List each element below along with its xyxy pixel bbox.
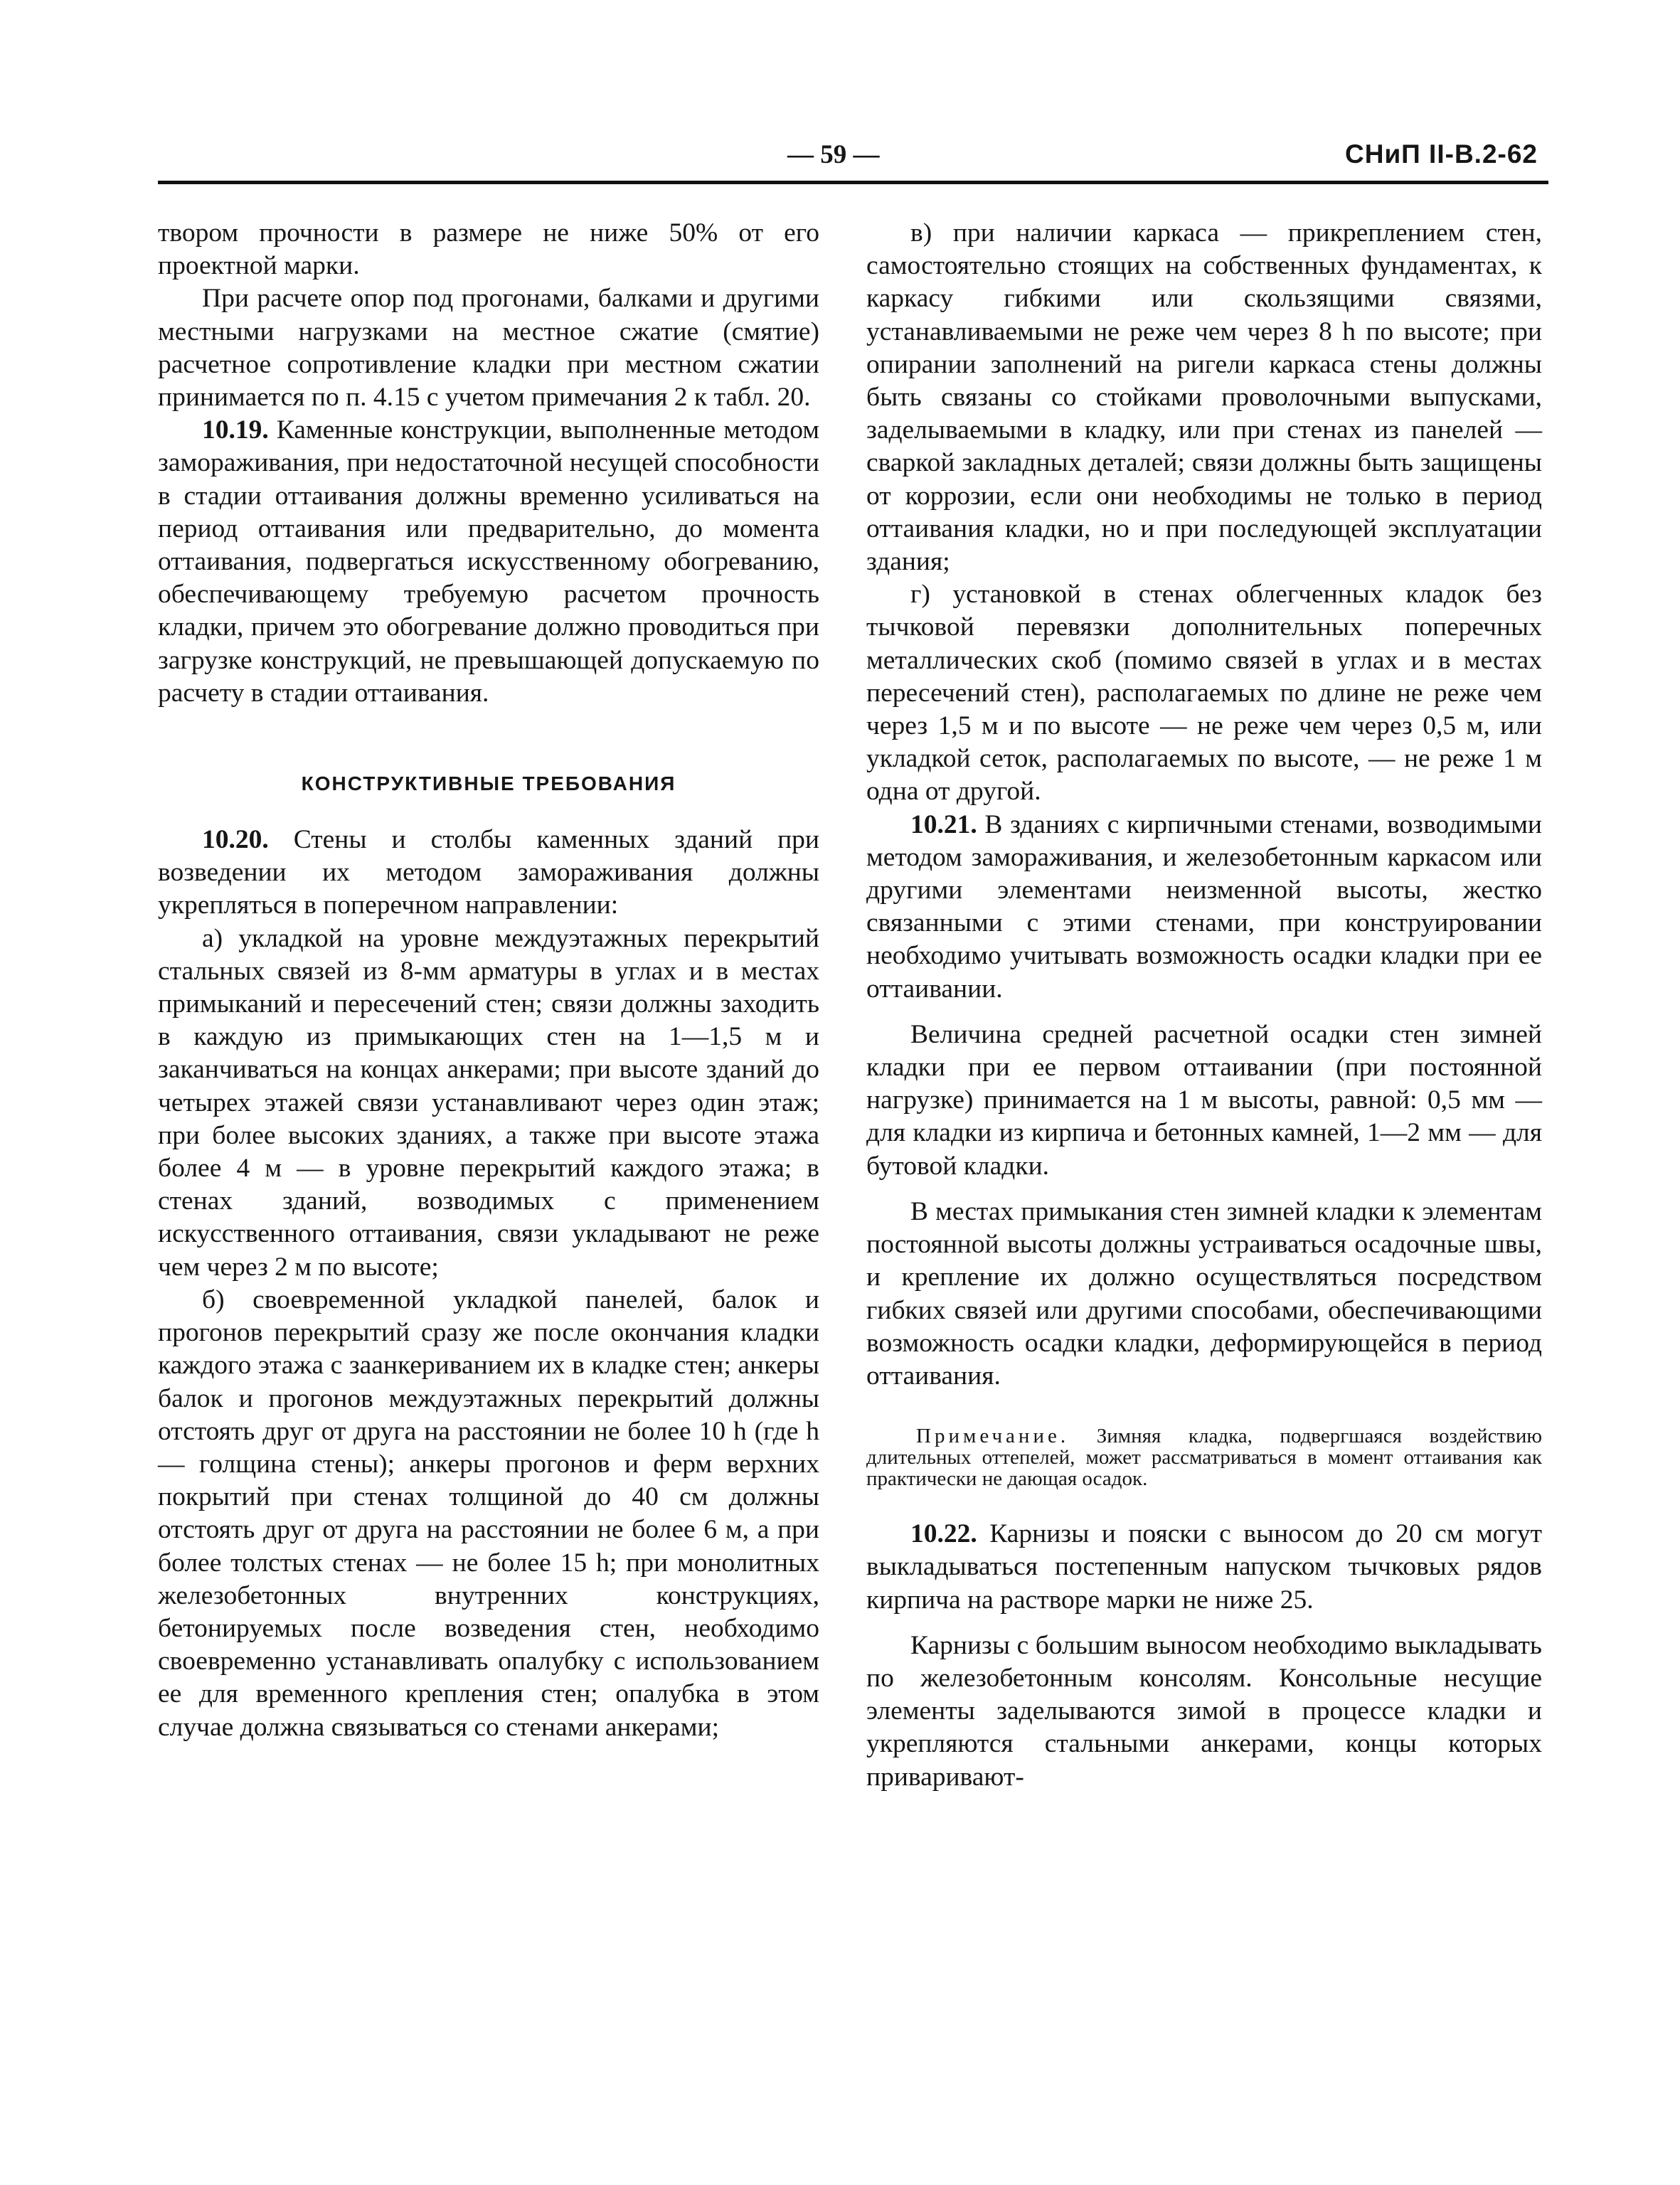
list-item-v: в) при наличии каркаса — прикреплением стен, самостоятельно стоящих на собственных фундаментах, к каркасу гибкими или скользящими связями, устанавливаемыми не реже чем через 8 h по высоте; при опирании заполнений на ригели каркаса стены должны быть связаны со стойками проволочными выпусками, заделываемыми в кладку, или при стенах из панелей — сваркой закладных деталей; связи должны быть защищены от коррозии, если они необходимы не только в период оттаивания кладки, но и при последующей эксплуатации здания;: [866, 218, 1542, 577]
paragraph-10-21: [866, 809, 1542, 1006]
note: [866, 1425, 1542, 1489]
clause-number: 10.20.: [202, 825, 269, 855]
list-item-b: б) своевременной укладкой панелей, балок и прогонов перекрытий сразу же после окончания кладки каждого этажа с заанкериванием их в кладке стен; анкеры балок и прогонов междуэтажных перекрытий должны отстоять друг от друга на расстоянии не более 10 h (где h — голщина стены); анкеры прогонов и ферм верхних покрытий при стенах толщиной до 40 см должны отстоять друг от друга на расстоянии не более 6 м, а при более толстых стенах — не более 15 h; при монолитных железобетонных внутренних конструкциях, бетонируемых после возведения стен, необходимо своевременно устанавливать опалубку с использованием ее для временного крепления стен; опалубка в этом случае должна связываться со стенами анкерами;: [158, 1285, 819, 1742]
note-text: Зимняя кладка, подвергшаяся воздействию длительных оттепелей, может рассматриваться в момент оттаивания как практически не дающая осадок.: [866, 1425, 1542, 1491]
page-number: — 59 —: [787, 140, 880, 169]
paragraph-10-22: [866, 1518, 1542, 1617]
paragraph-10-20: [158, 824, 819, 923]
document-code: СНиП II-В.2-62: [1345, 139, 1538, 169]
clause-text: Стены и столбы каменных зданий при возведении их методом замораживания должны укрепляться в поперечном направлении:: [158, 825, 819, 920]
paragraph: твором прочности в размере не ниже 50% от его проектной марки.: [158, 218, 819, 281]
clause-text: Карнизы и пояски с выносом до 20 см могут выкладываться постепенным напуском тычковых рядов кирпича на растворе марки не ниже 25.: [866, 1519, 1543, 1615]
clause-number: 10.22.: [910, 1519, 977, 1549]
paragraph: Карнизы с большим выносом необходимо выкладывать по железобетонным консолям. Консольные несущие элементы заделываются зимой в процессе кладки и укрепляются стальными анкерами, концы которых приваривают-: [866, 1630, 1542, 1792]
note-label: Примечание.: [916, 1425, 1070, 1448]
paragraph: При расчете опор под прогонами, балками и другими местными нагрузками на местное сжатие (смятие) расчетное сопротивление кладки при местном сжатии принимается по п. 4.15 с учетом примечания 2 к табл. 20.: [158, 284, 819, 413]
list-item-g: г) установкой в стенах облегченных кладок без тычковой перевязки дополнительных поперечных металлических скоб (помимо связей в углах и в местах пересечений стен), располагаемых по длине не реже чем через 1,5 м и по высоте — не реже чем через 0,5 м, или укладкой сеток, располагаемых по высоте, — не реже 1 м одна от другой.: [866, 580, 1542, 807]
paragraph: Величина средней расчетной осадки стен зимней кладки при ее первом оттаивании (при постоянной нагрузке) принимается на 1 м высоты, равной: 0,5 мм — для кладки из кирпича и бетонных камней, 1—2 мм — для бутовой кладки.: [866, 1019, 1542, 1181]
list-item-a: а) укладкой на уровне междуэтажных перекрытий стальных связей из 8-мм арматуры в углах и в местах примыканий и пересечений стен; связи должны заходить в каждую из примыкающих стен на 1—1,5 м и заканчиваться на концах анкерами; при высоте зданий до четырех этажей связи устанавливают через один этаж; при более высоких зданиях, а также при высоте этажа более 4 м — в уровне перекрытий каждого этажа; в стенах зданий, возводимых с применением искусственного оттаивания, связи укладывают не реже чем через 2 м по высоте;: [158, 923, 819, 1282]
section-heading: КОНСТРУКТИВНЫЕ ТРЕБОВАНИЯ: [301, 772, 676, 795]
paragraph: В местах примыкания стен зимней кладки к элементам постоянной высоты должны устраиваться осадочные швы, и крепление их должно осуществляться посредством гибких связей или другими способами, обеспечивающими возможность осадки кладки, деформирующейся в период оттаивания.: [866, 1196, 1542, 1391]
clause-number: 10.19.: [202, 415, 269, 445]
paragraph-10-19: [158, 414, 819, 710]
page-header: [158, 139, 1545, 182]
left-column: [158, 217, 819, 1744]
right-column: [866, 217, 1542, 1794]
clause-number: 10.21.: [910, 809, 977, 839]
clause-text: Каменные конструкции, выполненные методом замораживания, при недостаточной несущей способности в стадии оттаивания должны временно усиливаться на период оттаивания или предварительно, до момента оттаивания, подвергаться искусственному обогреванию, обеспечивающему требуемую расчетом прочность кладки, причем это обогревание должно проводиться при загрузке конструкций, не превышающей допускаемую по расчету в стадии оттаивания.: [158, 415, 820, 708]
header-rule: [158, 181, 1548, 184]
clause-text: В зданиях с кирпичными стенами, возводимыми методом замораживания, и железобетонным каркасом или другими элементами неизменной высоты, жестко связанными с этими стенами, при конструировании необходимо учитывать возможность осадки кладки при ее оттаивании.: [866, 809, 1542, 1004]
